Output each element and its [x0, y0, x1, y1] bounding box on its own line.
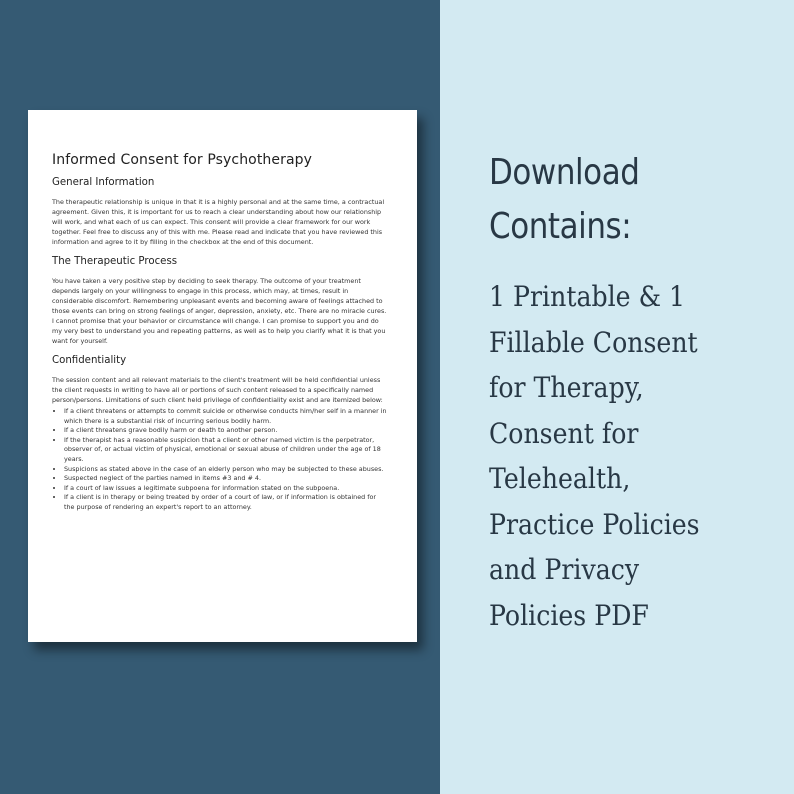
promo-body-line: Fillable Consent: [489, 325, 698, 359]
confidentiality-limitations-list: [52, 407, 387, 513]
section-text-confidentiality: The session content and all relevant materials to the client's treatment will be held confidential unless the client requests in writing to have all or portions of such content released to a specifically named person/persons. Limitations of such client held privilege of confidentiality exist and are itemized below:: [52, 376, 383, 404]
section-text-general-information: The therapeutic relationship is unique in that it is a highly personal and at the same time, a contractual agreement. Given this, it is important for us to reach a clear understanding about how our relationship will work, and what each of us can expect. This consent will provide a clear framework for our work together. Feel free to discuss any of this with me. Please read and indicate that you have reviewed this information and agree to it by filling in the checkbox at the end of this document.: [52, 198, 385, 246]
list-item: • If the therapist has a reasonable suspicion that a client or other named victim is the perpetrator, observer of, or actual victim of physical, emotional or sexual abuse of children under the age of 18 years.: [64, 436, 387, 465]
list-item: • Suspicions as stated above in the case of an elderly person who may be subjected to these abuses.: [64, 465, 387, 475]
section-heading-general-information: General Information: [52, 177, 155, 188]
section-text-therapeutic-process: You have taken a very positive step by deciding to seek therapy. The outcome of your treatment depends largely on your willingness to engage in this process, which may, at times, result in considerable discomfort. Remembering unpleasant events and becoming aware of feelings attached to those events can bring on strong feelings of anger, depression, anxiety, etc. There are no miracle cures. I cannot promise that your behavior or circumstance will change. I can promise to support you and do my very best to understand you and repeating patterns, as well as to help you clarify what it is that you want for yourself.: [52, 277, 387, 345]
download-contents-promo: [489, 146, 789, 638]
list-item: • If a client is in therapy or being treated by order of a court of law, or if information is obtained for the purpose of rendering an expert's report to an attorney.: [64, 493, 387, 512]
document-preview-page: [28, 110, 417, 642]
promo-body-line: Practice Policies: [489, 507, 700, 541]
list-item: • If a client threatens or attempts to commit suicide or otherwise conducts him/her self in a manner in which there is a substantial risk of incurring serious bodily harm.: [64, 407, 387, 426]
promo-heading: [489, 146, 747, 254]
promo-body-line: for Therapy,: [489, 371, 644, 404]
section-heading-confidentiality: Confidentiality: [52, 355, 127, 366]
promo-body-line: Policies PDF: [489, 598, 649, 632]
promo-body-line: and Privacy: [489, 553, 640, 586]
promo-body-line: Consent for: [489, 416, 639, 450]
section-heading-therapeutic-process: The Therapeutic Process: [52, 256, 178, 267]
promo-body-line: 1 Printable & 1: [489, 280, 686, 313]
document-title: Informed Consent for Psychotherapy: [52, 152, 313, 168]
list-item: • If a client threatens grave bodily harm or death to another person.: [64, 426, 387, 436]
promo-heading-line: Download: [489, 152, 640, 193]
promo-description: [489, 274, 759, 638]
promo-heading-line: Contains:: [489, 206, 632, 247]
list-item: • Suspected neglect of the parties named in items #3 and # 4.: [64, 474, 387, 484]
list-item: • If a court of law issues a legitimate subpoena for information stated on the subpoena.: [64, 484, 387, 494]
promo-body-line: Telehealth,: [489, 462, 631, 495]
